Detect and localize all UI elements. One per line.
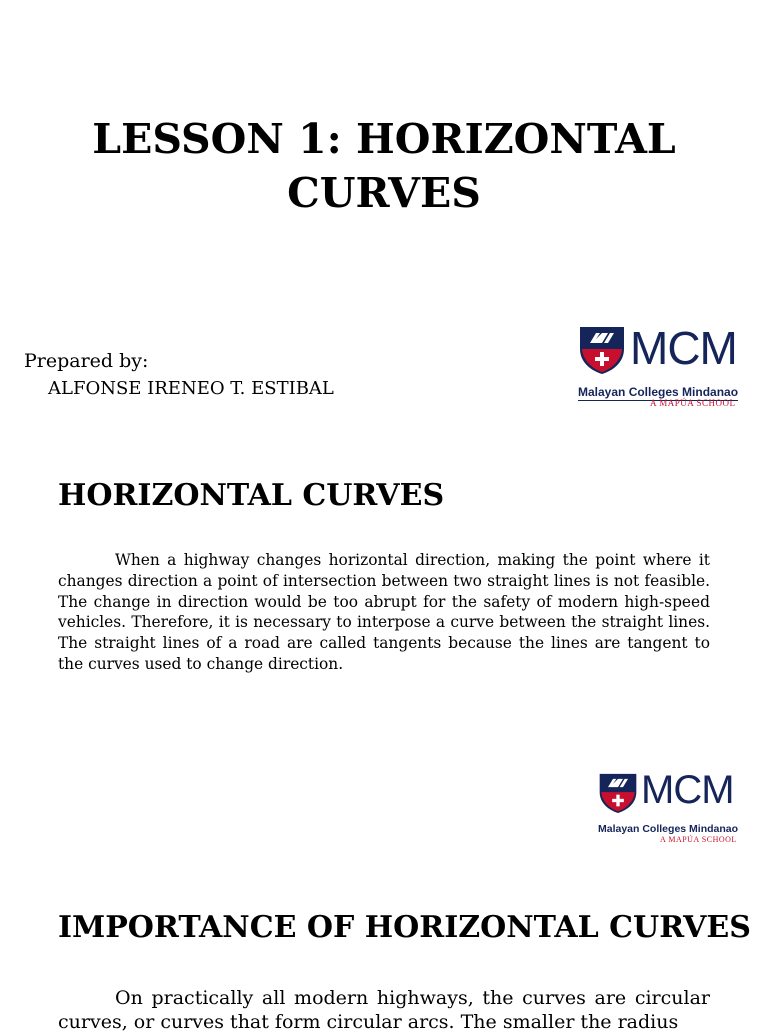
page-title: LESSON 1: HORIZONTAL CURVES <box>92 115 676 217</box>
shield-icon <box>578 325 626 375</box>
logo-abbr: MCM <box>641 768 734 812</box>
logo-tagline: A MAPÚA SCHOOL <box>660 835 737 844</box>
section-body-horizontal-curves: When a highway changes horizontal direction, making the point where it changes direction a point of intersection between two straight lines is not feasible. The change in direction would be too abrupt for the safety of modern high-speed vehicles. Therefore, it is necessary to interpose a curve between the straight lines. The straight lines of a road are called tangents because the lines are tangent to the curves used to change direction. <box>58 551 710 673</box>
section-heading-horizontal-curves: HORIZONTAL CURVES <box>58 478 445 513</box>
mcm-logo <box>598 768 739 848</box>
prepared-by-label: Prepared by: <box>24 350 149 372</box>
logo-tagline: A MAPÚA SCHOOL <box>650 398 736 408</box>
section-heading-importance: IMPORTANCE OF HORIZONTAL CURVES <box>58 910 751 945</box>
author-name: ALFONSE IRENEO T. ESTIBAL <box>48 378 334 399</box>
section-body-importance: On practically all modern highways, the curves are circular curves, or curves that form circular arcs. The smaller the radius <box>58 987 710 1033</box>
logo-college-name: Malayan Colleges Mindanao <box>598 823 739 835</box>
mcm-logo <box>578 322 740 413</box>
logo-college-name: Malayan Colleges Mindanao <box>578 385 739 399</box>
shield-icon <box>598 772 638 814</box>
logo-abbr: MCM <box>630 322 737 374</box>
